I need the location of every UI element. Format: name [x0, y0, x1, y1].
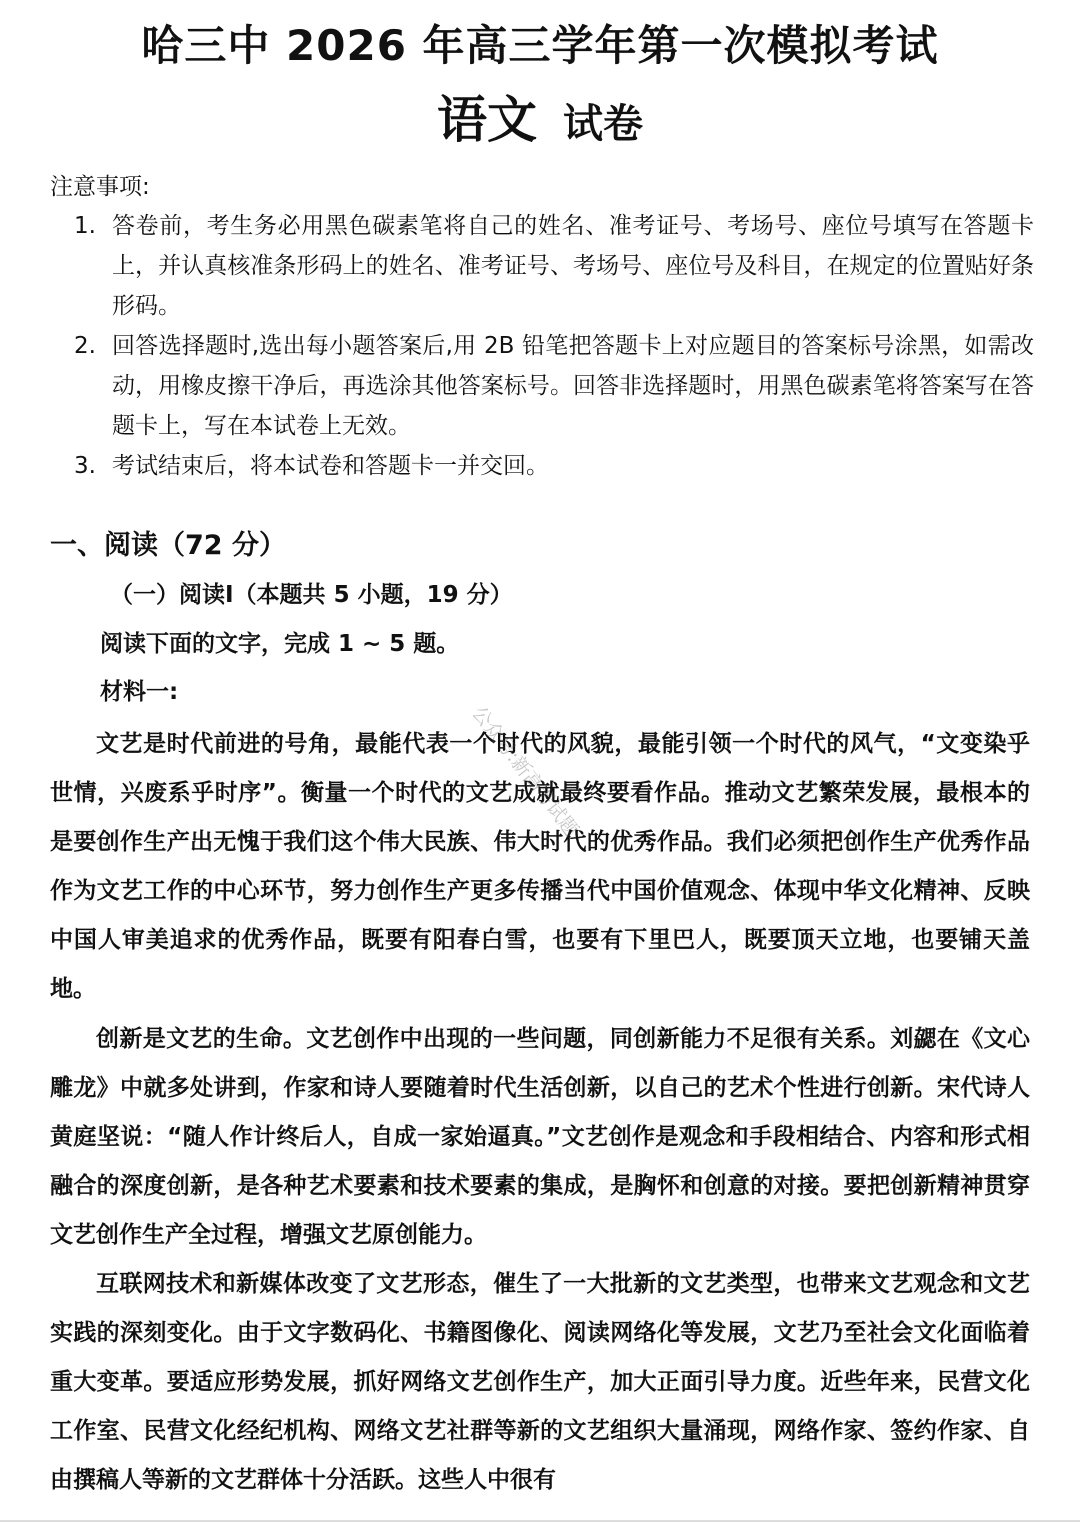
section-title: 一、阅读（72 分） [50, 530, 286, 561]
reading-instruction: 阅读下面的文字，完成 1 ~ 5 题。 [100, 631, 460, 657]
material-label: 材料一: [100, 679, 179, 705]
exam-title: 哈三中 2026 年高三学年第一次模拟考试 [141, 21, 939, 70]
body-paragraph: 文艺是时代前进的号角，最能代表一个时代的风貌，最能引领一个时代的风气，“文变染乎世情，兴废系乎时序”。衡量一个时代的文艺成就最终要看作品。推动文艺繁荣发展，最根本的是要创作生产出无愧于我们这个伟大民族、伟大时代的优秀作品。我们必须把创作生产优秀作品作为文艺工作的中心环节，努力创作生产更多传播当代中国价值观念、体现中华文化精神、反映中国人审美追求的优秀作品，既要有阳春白雪，也要有下里巴人，既要顶天立地，也要铺天盖地。 [50, 731, 1030, 1003]
notice-text: 答卷前，考生务必用黑色碳素笔将自己的姓名、准考证号、考场号、座位号填写在答题卡上，并认真核准条形码上的姓名、准考证号、考场号、座位号及科目，在规定的位置贴好条形码。 [112, 213, 1034, 319]
subsection-title: （一）阅读I（本题共 5 小题，19 分） [110, 582, 513, 608]
paper-label: 试卷 [563, 101, 643, 147]
notice-number: 1. [74, 213, 96, 239]
notice-number: 2. [74, 333, 96, 359]
notice-heading: 注意事项: [50, 174, 150, 200]
notice-text: 考试结束后，将本试卷和答题卡一并交回。 [112, 453, 549, 479]
material-body [50, 720, 1030, 1500]
notice-item [74, 206, 1034, 326]
notice-item [74, 326, 1034, 446]
subject-label: 语文 [437, 91, 537, 149]
body-paragraph: 互联网技术和新媒体改变了文艺形态，催生了一大批新的文艺类型，也带来文艺观念和文艺实践的深刻变化。由于文字数码化、书籍图像化、阅读网络化等发展，文艺乃至社会文化面临着重大变革。要适应形势发展，抓好网络文艺创作生产，加大正面引导力度。近些年来，民营文化工作室、民营文化经纪机构、网络文艺社群等新的文艺组织大量涌现，网络作家、签约作家、自由撰稿人等新的文艺群体十分活跃。这些人中很有 [50, 1271, 1030, 1494]
notice-list [74, 206, 1034, 486]
notice-text: 回答选择题时,选出每小题答案后,用 2B 铅笔把答题卡上对应题目的答案标号涂黑，如需改动，用橡皮擦干净后，再选涂其他答案标号。回答非选择题时，用黑色碳素笔将答案写在答题卡上，写在本试卷上无效。 [112, 333, 1034, 439]
body-paragraph: 创新是文艺的生命。文艺创作中出现的一些问题，同创新能力不足很有关系。刘勰在《文心雕龙》中就多处讲到，作家和诗人要随着时代生活创新，以自己的艺术个性进行创新。宋代诗人黄庭坚说：“随人作计终后人，自成一家始逼真。”文艺创作是观念和手段相结合、内容和形式相融合的深度创新，是各种艺术要素和技术要素的集成，是胸怀和创意的对接。要把创新精神贯穿文艺创作生产全过程，增强文艺原创能力。 [50, 1025, 1030, 1248]
page-divider [0, 1520, 1080, 1522]
watermark: 公众号:新高考试题 [467, 702, 583, 841]
notice-number: 3. [74, 453, 96, 479]
notice-item [74, 446, 1034, 486]
exam-subtitle [0, 88, 1080, 164]
